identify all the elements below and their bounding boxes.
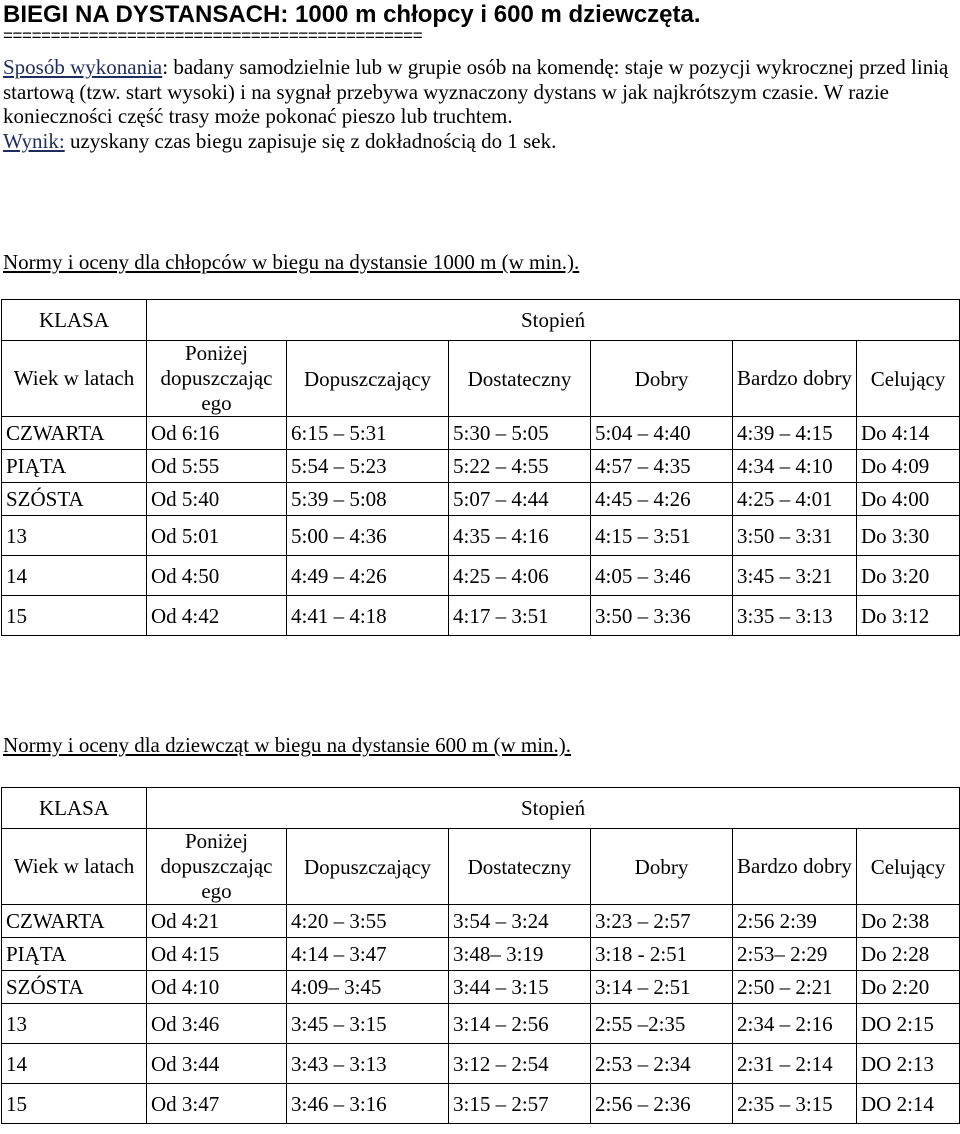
table-row — [2, 596, 960, 636]
klasa-header: KLASA — [2, 300, 147, 341]
boys-norms-table — [1, 299, 960, 636]
table-row — [2, 971, 960, 1004]
table-row — [2, 483, 960, 516]
grade-header: Bardzo dobry — [733, 341, 857, 417]
table-cell: PIĄTA — [2, 450, 147, 483]
table-cell: Do 4:14 — [857, 417, 960, 450]
table-cell: Od 4:15 — [147, 938, 287, 971]
stopien-header: Stopień — [147, 788, 960, 829]
table-row — [2, 450, 960, 483]
table-row — [2, 1044, 960, 1084]
table-cell: 2:56 2:39 — [733, 905, 857, 938]
table-cell: 4:15 – 3:51 — [591, 516, 733, 556]
table-cell: DO 2:14 — [857, 1084, 960, 1124]
table-cell: 4:45 – 4:26 — [591, 483, 733, 516]
table-cell: 5:04 – 4:40 — [591, 417, 733, 450]
table-cell: Od 3:44 — [147, 1044, 287, 1084]
table-cell: 2:53– 2:29 — [733, 938, 857, 971]
table-cell: 4:34 – 4:10 — [733, 450, 857, 483]
girls-section-heading: Normy i oceny dla dziewcząt w biegu na dystansie 600 m (w min.). — [3, 733, 572, 757]
wiek-header: Wiek w latach — [2, 829, 147, 905]
separator-line: ============================================ — [3, 26, 423, 45]
grade-header: Celujący — [857, 341, 960, 417]
table-cell: 4:49 – 4:26 — [287, 556, 449, 596]
table-cell: 3:14 – 2:51 — [591, 971, 733, 1004]
grade-header: Dopuszczający — [287, 341, 449, 417]
table-cell: Od 5:01 — [147, 516, 287, 556]
table-cell: Od 6:16 — [147, 417, 287, 450]
table-cell: 4:25 – 4:06 — [449, 556, 591, 596]
grade-header: Dobry — [591, 341, 733, 417]
table-cell: 2:34 – 2:16 — [733, 1004, 857, 1044]
table-cell: Od 4:50 — [147, 556, 287, 596]
table-row — [2, 417, 960, 450]
table-cell: 3:54 – 3:24 — [449, 905, 591, 938]
table-cell: 3:48– 3:19 — [449, 938, 591, 971]
table-cell: 3:44 – 3:15 — [449, 971, 591, 1004]
table-cell: 4:17 – 3:51 — [449, 596, 591, 636]
table-cell: Do 2:28 — [857, 938, 960, 971]
table-cell: 3:35 – 3:13 — [733, 596, 857, 636]
table-cell: 2:56 – 2:36 — [591, 1084, 733, 1124]
table-cell: Do 3:30 — [857, 516, 960, 556]
table-cell: 2:53 – 2:34 — [591, 1044, 733, 1084]
table-cell: 5:30 – 5:05 — [449, 417, 591, 450]
table-cell: 2:35 – 3:15 — [733, 1084, 857, 1124]
grade-header: Dostateczny — [449, 341, 591, 417]
table-cell: 13 — [2, 1004, 147, 1044]
table-cell: 14 — [2, 556, 147, 596]
table-row — [2, 1084, 960, 1124]
table-cell: 5:22 – 4:55 — [449, 450, 591, 483]
table-cell: 5:00 – 4:36 — [287, 516, 449, 556]
table-cell: DO 2:13 — [857, 1044, 960, 1084]
table-cell: 4:57 – 4:35 — [591, 450, 733, 483]
table-cell: 3:14 – 2:56 — [449, 1004, 591, 1044]
result-text: uzyskany czas biegu zapisuje się z dokładnością do 1 sek. — [64, 128, 557, 153]
table-cell: 3:12 – 2:54 — [449, 1044, 591, 1084]
stopien-header: Stopień — [147, 300, 960, 341]
table-cell: 4:25 – 4:01 — [733, 483, 857, 516]
table-cell: Od 4:21 — [147, 905, 287, 938]
table-cell: 3:45 – 3:21 — [733, 556, 857, 596]
wiek-header: Wiek w latach — [2, 341, 147, 417]
table-cell: 3:23 – 2:57 — [591, 905, 733, 938]
klasa-header: KLASA — [2, 788, 147, 829]
table-cell: 4:41 – 4:18 — [287, 596, 449, 636]
table-cell: 3:46 – 3:16 — [287, 1084, 449, 1124]
table-row — [2, 1004, 960, 1044]
table-cell: SZÓSTA — [2, 971, 147, 1004]
grade-header: Dostateczny — [449, 829, 591, 905]
table-cell: 4:09– 3:45 — [287, 971, 449, 1004]
table-cell: CZWARTA — [2, 417, 147, 450]
table-row — [2, 938, 960, 971]
table-cell: Do 2:20 — [857, 971, 960, 1004]
table-cell: 2:55 –2:35 — [591, 1004, 733, 1044]
table-cell: Od 4:10 — [147, 971, 287, 1004]
table-cell: 3:50 – 3:31 — [733, 516, 857, 556]
grade-header: Dobry — [591, 829, 733, 905]
table-cell: 13 — [2, 516, 147, 556]
table-cell: 5:54 – 5:23 — [287, 450, 449, 483]
table-cell: Od 3:47 — [147, 1084, 287, 1124]
boys-section-heading: Normy i oceny dla chłopców w biegu na dystansie 1000 m (w min.). — [3, 250, 580, 274]
table-cell: DO 2:15 — [857, 1004, 960, 1044]
table-cell: 2:31 – 2:14 — [733, 1044, 857, 1084]
grade-header: Celujący — [857, 829, 960, 905]
description-paragraph — [3, 55, 953, 153]
table-cell: Do 3:12 — [857, 596, 960, 636]
table-row — [2, 556, 960, 596]
page-title: BIEGI NA DYSTANSACH: 1000 m chłopcy i 600 m dziewczęta. — [3, 1, 701, 28]
table-cell: 4:14 – 3:47 — [287, 938, 449, 971]
result-label: Wynik: — [3, 128, 65, 153]
table-cell: CZWARTA — [2, 905, 147, 938]
table-cell: Do 2:38 — [857, 905, 960, 938]
table-cell: 3:15 – 2:57 — [449, 1084, 591, 1124]
table-cell: 5:39 – 5:08 — [287, 483, 449, 516]
table-cell: Od 5:55 — [147, 450, 287, 483]
table-cell: 3:18 - 2:51 — [591, 938, 733, 971]
table-cell: 4:35 – 4:16 — [449, 516, 591, 556]
table-cell: 15 — [2, 596, 147, 636]
table-cell: 3:43 – 3:13 — [287, 1044, 449, 1084]
grade-header: Bardzo dobry — [733, 829, 857, 905]
table-cell: SZÓSTA — [2, 483, 147, 516]
table-row — [2, 905, 960, 938]
table-cell: Od 5:40 — [147, 483, 287, 516]
grade-header: Poniżej dopuszczając ego — [147, 341, 287, 417]
method-text: : badany samodzielnie lub w grupie osób na komendę: staje w pozycji wykrocznej przed linią startową (tzw. start wysoki) i na sygnał przebywa wyznaczony dystans w jak najkrótszym czasie. W razie konieczności część trasy może pokonać pieszo lub truchtem. — [3, 55, 949, 128]
table-row — [2, 516, 960, 556]
table-cell: 3:45 – 3:15 — [287, 1004, 449, 1044]
table-cell: 15 — [2, 1084, 147, 1124]
grade-header: Poniżej dopuszczając ego — [147, 829, 287, 905]
table-cell: 4:20 – 3:55 — [287, 905, 449, 938]
table-cell: Od 3:46 — [147, 1004, 287, 1044]
method-label: Sposób wykonania — [3, 55, 163, 79]
table-cell: Do 3:20 — [857, 556, 960, 596]
table-cell: PIĄTA — [2, 938, 147, 971]
table-cell: 6:15 – 5:31 — [287, 417, 449, 450]
table-cell: 4:39 – 4:15 — [733, 417, 857, 450]
table-cell: Do 4:09 — [857, 450, 960, 483]
table-cell: 2:50 – 2:21 — [733, 971, 857, 1004]
girls-norms-table — [1, 787, 960, 1124]
table-cell: 14 — [2, 1044, 147, 1084]
table-cell: Do 4:00 — [857, 483, 960, 516]
grade-header: Dopuszczający — [287, 829, 449, 905]
table-cell: 5:07 – 4:44 — [449, 483, 591, 516]
table-cell: 4:05 – 3:46 — [591, 556, 733, 596]
table-cell: 3:50 – 3:36 — [591, 596, 733, 636]
table-cell: Od 4:42 — [147, 596, 287, 636]
